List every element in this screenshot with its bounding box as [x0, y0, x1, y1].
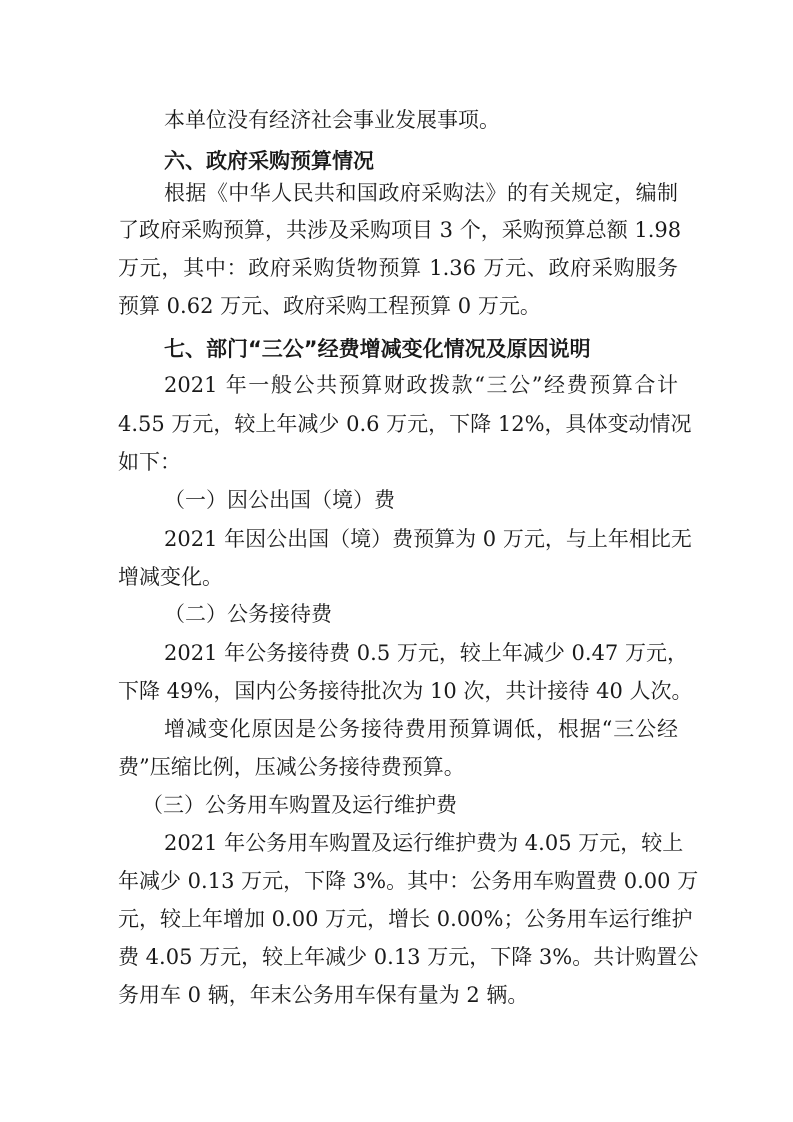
paragraph-no-social-affairs: 本单位没有经济社会事业发展事项。 — [164, 108, 500, 132]
reception-reason-line-2: 费”压缩比例，压减公务接待费预算。 — [118, 755, 465, 779]
section-heading-government-procurement: 六、政府采购预算情况 — [164, 149, 374, 173]
vehicles-paragraph-line-4: 费 4.05 万元，较上年减少 0.13 万元，下降 3%。共计购置公 — [118, 945, 699, 969]
reception-paragraph-line-1: 2021 年公务接待费 0.5 万元，较上年减少 0.47 万元， — [164, 641, 688, 665]
three-public-paragraph-line-3: 如下： — [118, 450, 181, 474]
section-heading-three-public-expenses: 七、部门“三公”经费增减变化情况及原因说明 — [164, 337, 591, 361]
subheading-official-vehicles: （三）公务用车购置及运行维护费 — [142, 793, 457, 817]
procurement-paragraph-line-1: 根据《中华人民共和国政府采购法》的有关规定，编制 — [164, 181, 678, 205]
subheading-overseas-travel: （一）因公出国（境）费 — [164, 488, 395, 512]
reception-paragraph-line-2: 下降 49%，国内公务接待批次为 10 次，共计接待 40 人次。 — [118, 679, 693, 703]
three-public-paragraph-line-1: 2021 年一般公共预算财政拨款“三公”经费预算合计 — [164, 373, 678, 397]
three-public-paragraph-line-2: 4.55 万元，较上年减少 0.6 万元，下降 12%，具体变动情况 — [118, 412, 692, 436]
subheading-official-reception: （二）公务接待费 — [164, 602, 332, 626]
vehicles-paragraph-line-2: 年减少 0.13 万元，下降 3%。其中：公务用车购置费 0.00 万 — [118, 869, 699, 893]
overseas-paragraph-line-1: 2021 年因公出国（境）费预算为 0 万元，与上年相比无 — [164, 527, 692, 551]
procurement-paragraph-line-4: 预算 0.62 万元、政府采购工程预算 0 万元。 — [118, 294, 541, 318]
procurement-paragraph-line-2: 了政府采购预算，共涉及采购项目 3 个，采购预算总额 1.98 — [118, 218, 682, 242]
overseas-paragraph-line-2: 增减变化。 — [118, 565, 223, 589]
vehicles-paragraph-line-3: 元，较上年增加 0.00 万元，增长 0.00%；公务用车运行维护 — [118, 907, 693, 931]
vehicles-paragraph-line-1: 2021 年公务用车购置及运行维护费为 4.05 万元，较上 — [164, 831, 684, 855]
reception-reason-line-1: 增减变化原因是公务接待费用预算调低，根据“三公经 — [164, 717, 678, 741]
procurement-paragraph-line-3: 万元，其中：政府采购货物预算 1.36 万元、政府采购服务 — [118, 256, 678, 280]
vehicles-paragraph-line-5: 务用车 0 辆，年末公务用车保有量为 2 辆。 — [118, 983, 529, 1007]
